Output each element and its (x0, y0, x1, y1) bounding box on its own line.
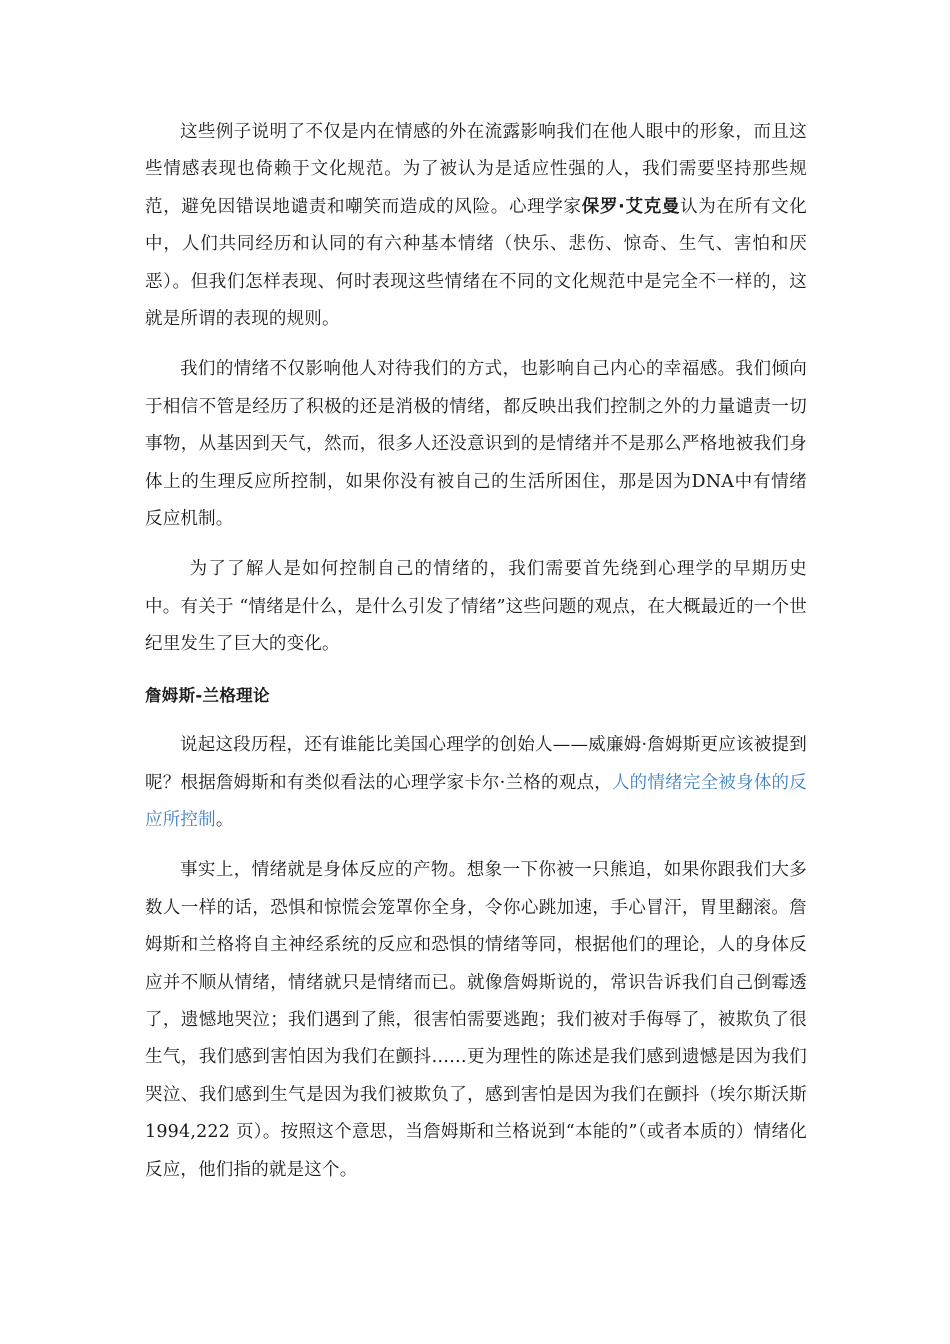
paragraph-1 (145, 114, 807, 338)
paragraph-3: 为了了解人是如何控制自己的情绪的，我们需要首先绕到心理学的早期历史中。有关于 “情绪是什么，是什么引发了情绪”这些问题的观点，在大概最近的一个世纪里发生了巨大的变化。 (145, 559, 807, 655)
document-page (145, 114, 807, 1189)
paragraph-4-text-a: 说起这段历程，还有谁能比美国心理学的创始人——威廉姆·詹姆斯更应该被提到呢？根据詹姆斯和有类似看法的心理学家卡尔·兰格的观点， (145, 735, 807, 793)
paragraph-4-text-b: 。 (215, 809, 234, 830)
paragraph-5: 事实上，情绪就是身体反应的产物。想象一下你被一只熊追，如果你跟我们大多数人一样的话，恐惧和惊慌会笼罩你全身，令你心跳加速，手心冒汗，胃里翻滚。詹姆斯和兰格将自主神经系统的反应和恐惧的情绪等同，根据他们的理论，人的身体反应并不顺从情绪，情绪就只是情绪而已。就像詹姆斯说的，常识告诉我们自己倒霉透了，遗憾地哭泣；我们遇到了熊，很害怕需要逃跑；我们被对手侮辱了，被欺负了很生气，我们感到害怕因为我们在颤抖……更为理性的陈述是我们感到遗憾是因为我们哭泣、我们感到生气是因为我们被欺负了，感到害怕是因为我们在颤抖（埃尔斯沃斯 1994,222 页）。按照这个意思，当詹姆斯和兰格说到“本能的”（或者本质的）情绪化反应，他们指的就是这个。 (145, 860, 807, 1180)
paragraph-2: 我们的情绪不仅影响他人对待我们的方式，也影响自己内心的幸福感。我们倾向于相信不管是经历了积极的还是消极的情绪，都反映出我们控制之外的力量谴责一切事物，从基因到天气，然而，很多人还没意识到的是情绪并不是那么严格地被我们身体上的生理反应所控制，如果你没有被自己的生活所困住，那是因为DNA中有情绪反应机制。 (145, 359, 807, 530)
paragraph-1-text-b: 认为在所有文化中，人们共同经历和认同的有六种基本情绪（快乐、悲伤、惊奇、生气、害怕和厌恶）。但我们怎样表现、何时表现这些情绪在不同的文化规范中是完全不一样的，这就是所谓的表现的规则。 (145, 196, 807, 330)
section-heading: 詹姆斯-兰格理论 (145, 685, 270, 705)
body-control-link[interactable]: 人的情绪完全被身体的反应所控制 (145, 772, 807, 830)
ekman-name: 保罗·艾克曼 (581, 196, 681, 217)
paragraph-4 (145, 727, 807, 839)
paragraph-1-text-a: 这些例子说明了不仅是内在情感的外在流露影响我们在他人眼中的形象，而且这些情感表现也倚赖于文化规范。为了被认为是适应性强的人，我们需要坚持那些规范，避免因错误地谴责和嘲笑而造成的风险。心理学家 (145, 122, 807, 217)
